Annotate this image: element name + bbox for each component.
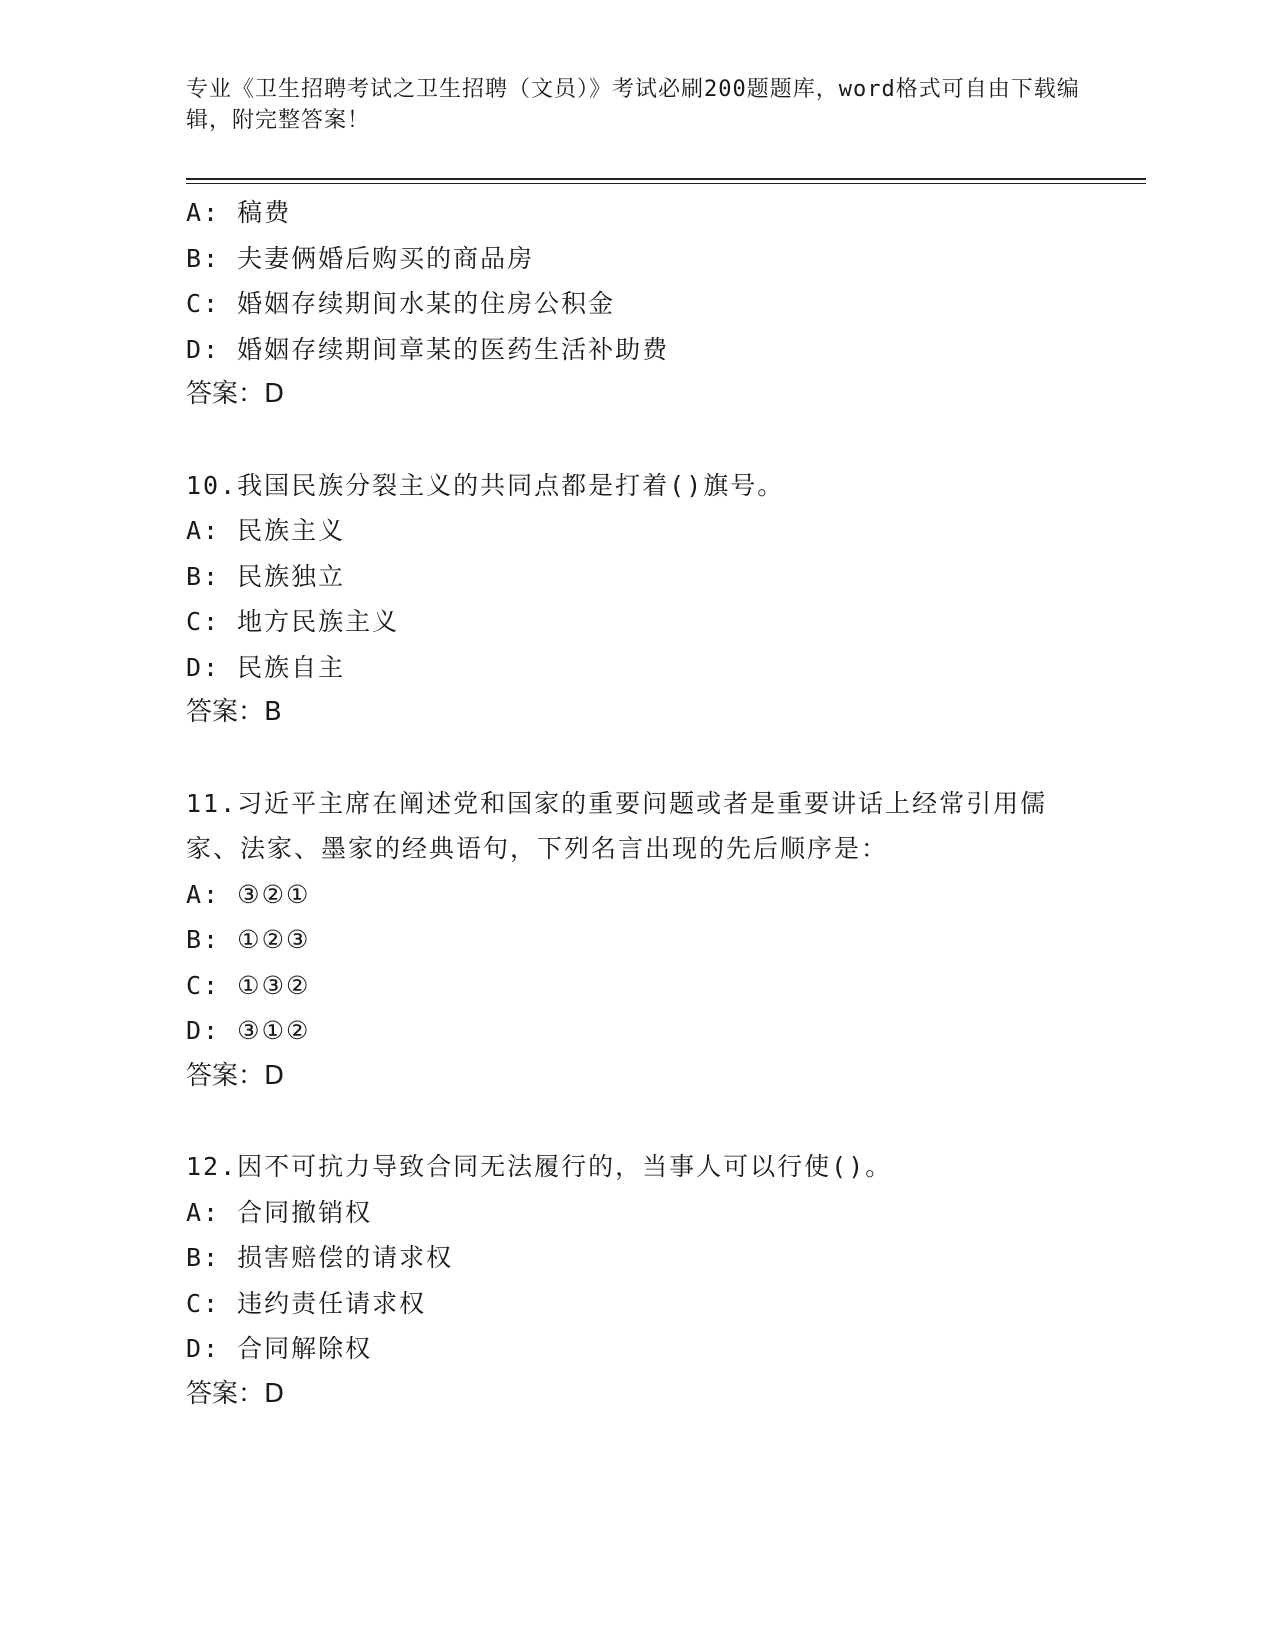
header-divider-thick — [186, 178, 1146, 180]
answer-label: 答案：D — [186, 1378, 285, 1409]
question-12 — [186, 1144, 1086, 1417]
answer-label: 答案：D — [186, 1060, 285, 1091]
option-d: D: 合同解除权 — [186, 1334, 373, 1363]
option-b: B: ①②③ — [186, 925, 311, 954]
option-d: D: ③①② — [186, 1016, 311, 1045]
option-b: B: 损害赔偿的请求权 — [186, 1243, 454, 1272]
answer-label: 答案：B — [186, 697, 282, 727]
option-a: A: ③②① — [186, 879, 311, 909]
option-c: C: 地方民族主义 — [186, 607, 400, 636]
question-10 — [186, 463, 1086, 736]
document-header — [186, 74, 1086, 136]
header-divider-thin — [186, 183, 1146, 184]
option-a: A: 民族主义 — [186, 516, 346, 545]
question-9 — [186, 190, 1086, 418]
option-d: D: 婚姻存续期间章某的医药生活补助费 — [186, 334, 670, 364]
option-c: C: 违约责任请求权 — [186, 1288, 427, 1318]
spacer — [186, 418, 1086, 463]
question-stem: 12.因不可抗力导致合同无法履行的，当事人可以行使()。 — [186, 1152, 893, 1181]
option-d: D: 民族自主 — [186, 652, 346, 682]
option-a: A: 合同撤销权 — [186, 1197, 373, 1227]
answer-label: 答案：D — [186, 379, 285, 409]
option-c: C: 婚姻存续期间水某的住房公积金 — [186, 289, 616, 318]
option-b: B: 夫妻俩婚后购买的商品房 — [186, 243, 535, 273]
option-c: C: ①③② — [186, 970, 311, 1000]
question-11 — [186, 781, 1086, 1100]
question-stem: 11.习近平主席在阐述党和国家的重要问题或者是重要讲话上经常引用儒家、法家、墨家的经典语句，下列名言出现的先后顺序是： — [186, 788, 1048, 863]
document-title: 专业《卫生招聘考试之卫生招聘（文员）》考试必刷200题题库，word格式可自由下载编辑，附完整答案！ — [186, 77, 1080, 133]
question-stem: 10.我国民族分裂主义的共同点都是打着()旗号。 — [186, 470, 785, 500]
spacer — [186, 736, 1086, 781]
question-list — [186, 190, 1086, 1417]
option-a: A: 稿费 — [186, 198, 292, 227]
spacer — [186, 1099, 1086, 1144]
option-b: B: 民族独立 — [186, 561, 346, 591]
